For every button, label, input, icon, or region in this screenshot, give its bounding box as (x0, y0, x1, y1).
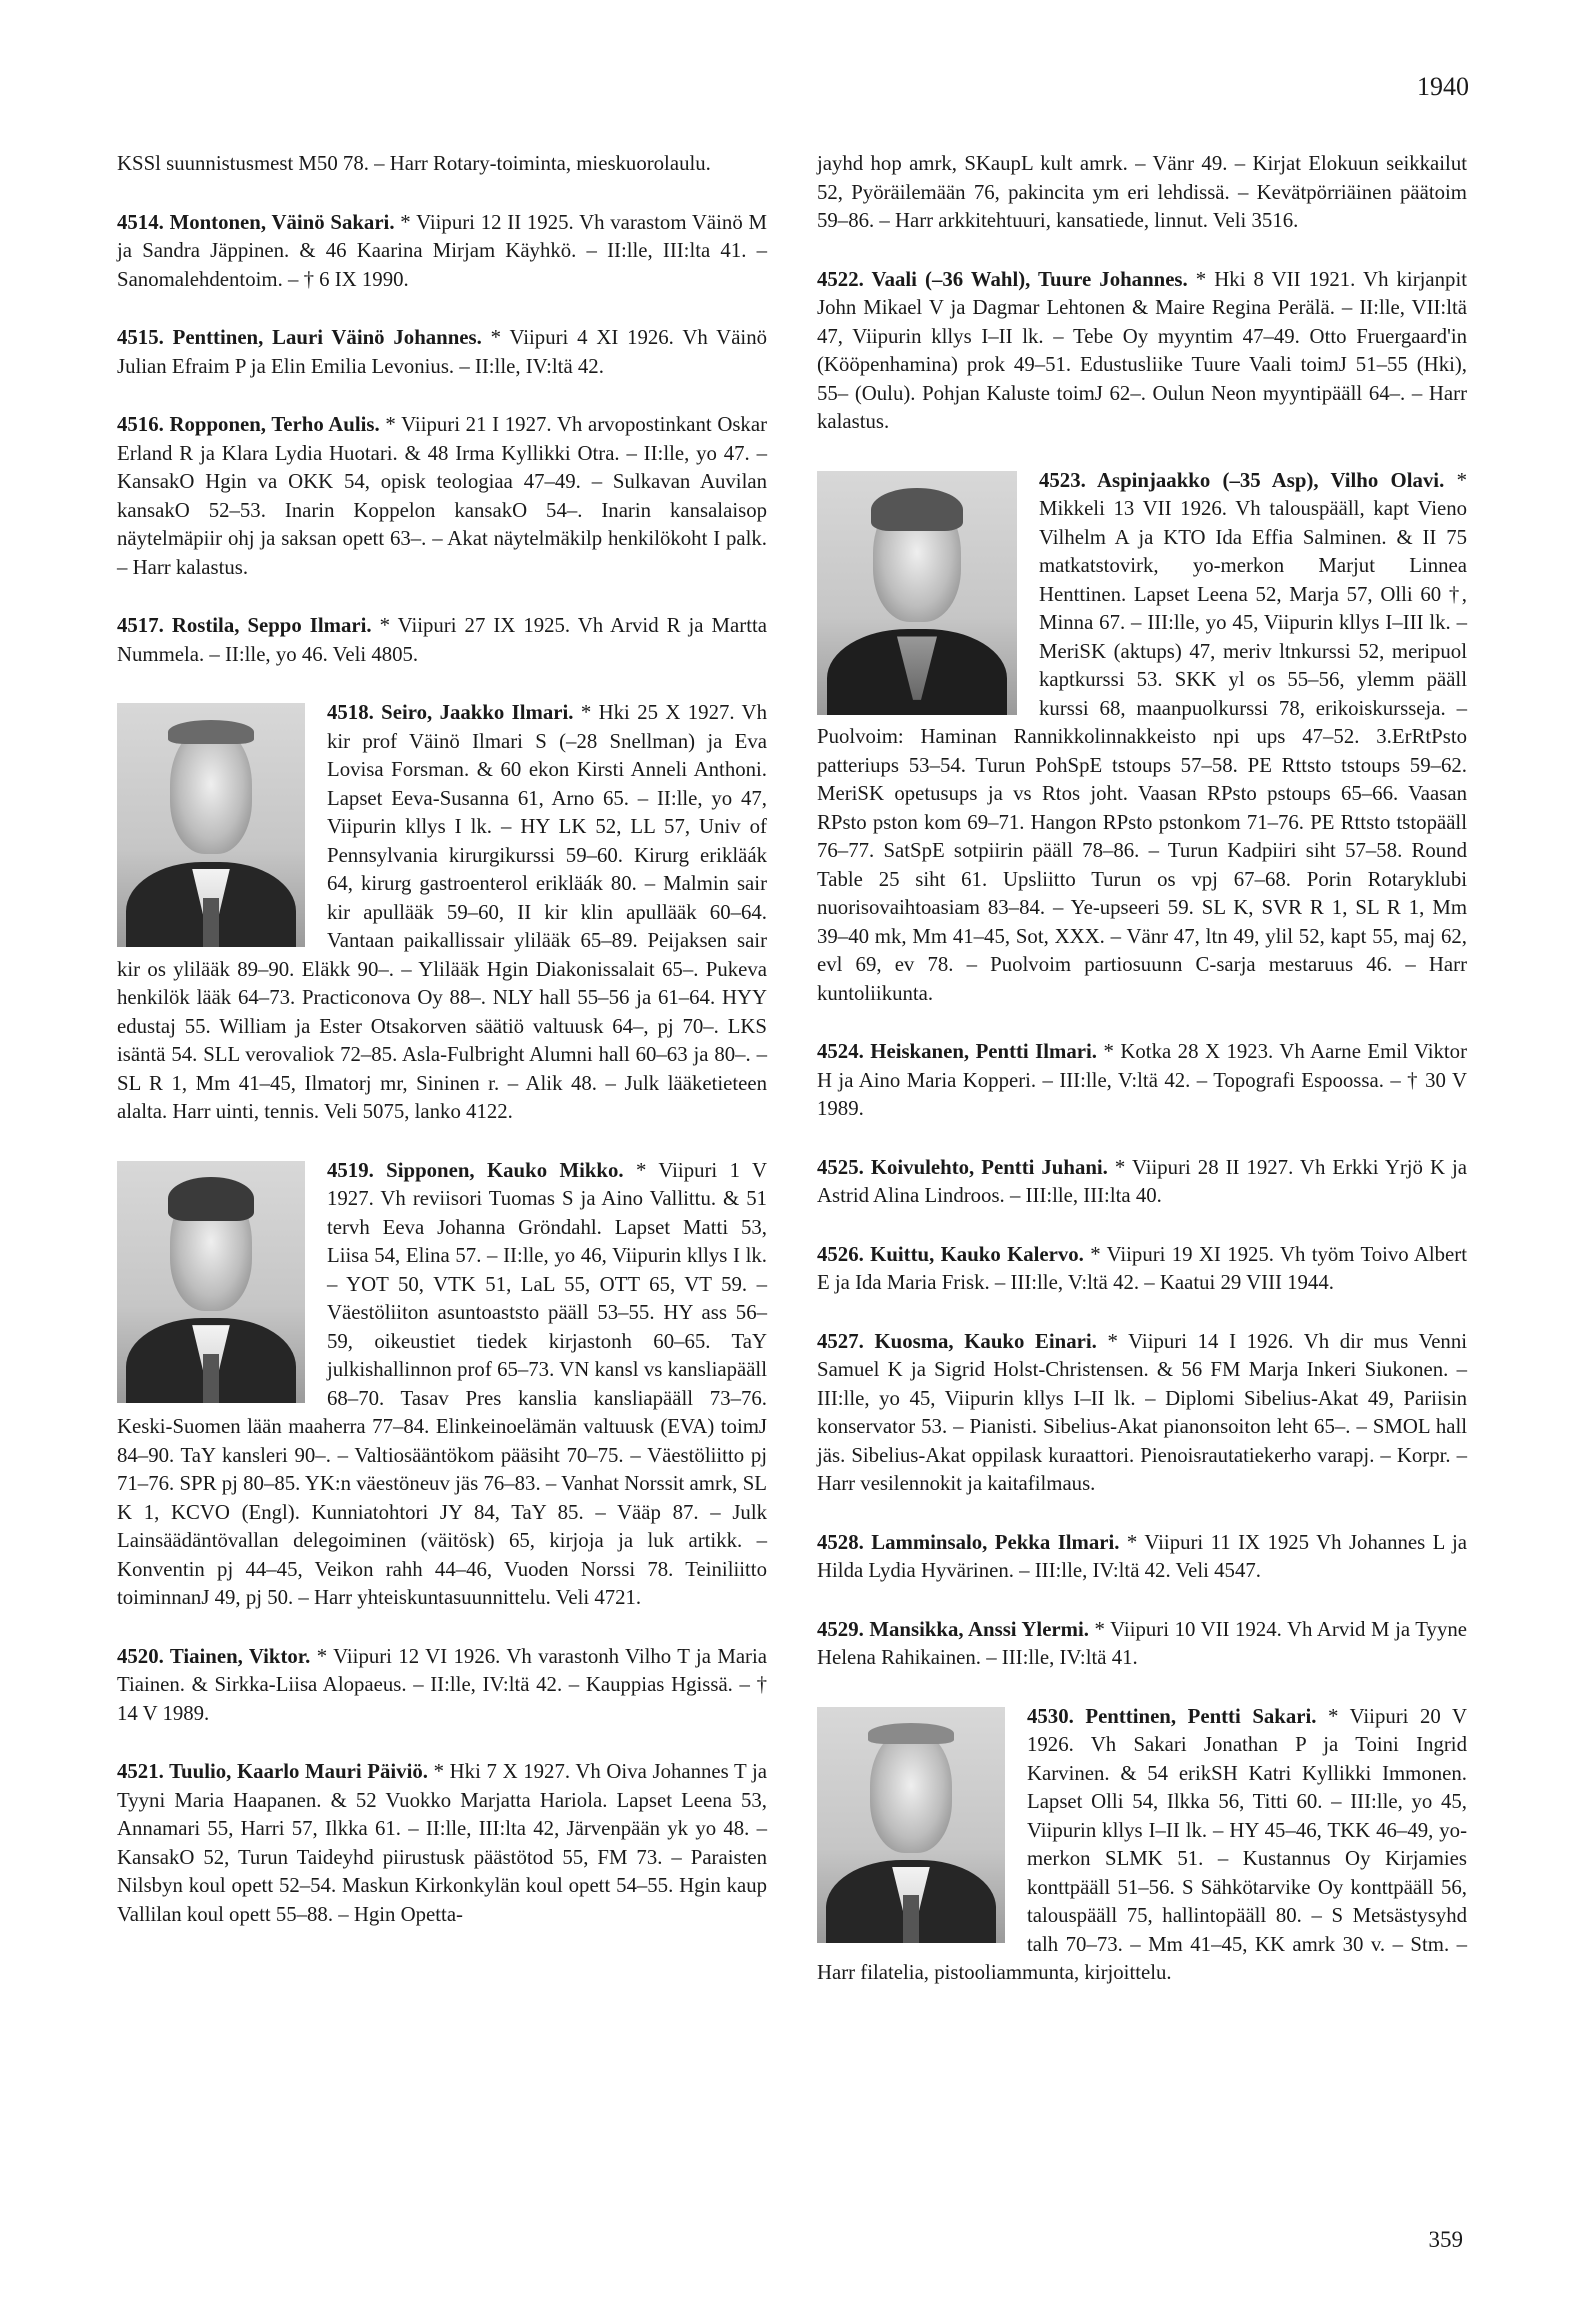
intro-text: KSSl suunnistusmest M50 78. – Harr Rotary-toiminta, mieskuorolaulu. (117, 152, 711, 175)
left-column (117, 150, 767, 1959)
entry-head: 4521. Tuulio, Kaarlo Mauri Päiviö. (117, 1760, 428, 1783)
entry-head: 4524. Heiskanen, Pentti Ilmari. (817, 1040, 1097, 1063)
entry-head: 4522. Vaali (–36 Wahl), Tuure Johannes. (817, 267, 1188, 291)
continuation-text: jayhd hop amrk, SKaupL kult amrk. – Vänr 49. – Kirjat Elokuun seikkailut 52, Pyöräilemään 76, pakincita ym eri lehdissä. – Kevätpörriäinen päätoim 59–86. – Harr arkkitehtuuri, kansatiede, linnut. Veli 3516. (817, 152, 1467, 232)
entry-text: * Viipuri 19 XI 1925. Vh työm Toivo Albert E ja Ida Maria Frisk. – III:lle, V:ltä 42. – Kaatui 29 VIII 1944. (817, 1242, 1467, 1294)
entry-4528 (817, 1529, 1467, 1586)
entry-text: * Viipuri 14 I 1926. Vh dir mus Venni Samuel K ja Sigrid Holst-Christensen. & 56 FM Marja Inkeri Siukonen. – III:lle, yo 45, Viipurin kllys I–II lk. – Diplomi Sibelius-Akat 49, Pariisin konservator 53. – Pianisti. Sibelius-Akat pianonsoiton leht 65–. – SMOL hall jäs. Sibelius-Akat oppilask kuraattori. Pienoisrautatiekerho varapj. – Korpr. – Harr vesilennokit ja kaitafilmaus. (817, 1329, 1467, 1495)
entry-text: * Viipuri 10 VII 1924. Vh Arvid M ja Tyyne Helena Rahikainen. – III:lle, IV:ltä 41. (817, 1617, 1467, 1669)
entry-text: * Hki 8 VII 1921. Vh kirjanpit John Mikael V ja Dagmar Lehtonen & Maire Regina Perälä. – II:lle, VII:ltä 47, Viipurin kllys I–II lk. – Tebe Oy myyntim 47–49. Otto Fruergaard'in (Kööpenhamina) prok 49–51. Edustusliike Tuure Vaali toimJ 51–55 (Hki), 55– (Oulu). Pohjan Kaluste toimJ 62–. Oulun Neon myyntipääll 64–. – Harr kalastus. (817, 267, 1468, 433)
right-column (817, 150, 1467, 2018)
page-number-bottom: 359 (1428, 2227, 1463, 2252)
entry-text: * Viipuri 21 I 1927. Vh arvopostinkant Oskar Erland R ja Klara Lydia Huotari. & 48 Irma Kyllikki Otra. – II:lle, yo 47. – KansakO Hgin va OKK 54, opisk teologiaa 47–49. – Sulkavan Auvilan kansakO 52–53. Inarin Koppelon kansakO 54–. Inarin kansalaisop näytelmäpiir ohj ja saksan opett 63–. – Akat näytelmäkilp henkilökoht I palk. – Harr kalastus. (117, 413, 767, 579)
portrait-photo (117, 1161, 305, 1403)
entry-4514 (117, 209, 767, 295)
entry-4515 (117, 324, 767, 381)
entry-text: * Viipuri 11 IX 1925 Vh Johannes L ja Hilda Lydia Hyvärinen. – III:lle, IV:ltä 42. Veli 4547. (817, 1530, 1468, 1582)
entry-head: 4525. Koivulehto, Pentti Juhani. (817, 1155, 1108, 1179)
entry-text: * Hki 7 X 1927. Vh Oiva Johannes T ja Tyyni Maria Haapanen. & 52 Vuokko Marjatta Hariola. Lapset Leena 53, Annamari 55, Harri 57, Ilkka 61. – II:lle, III:lta 42, Järvenpään yk yo 48. – KansakO 52, Turun Taideyhd piirustusk päästötod 55, FM 73. – Paraisten Nilsbyn koul opett 52–54. Maskun Kirkonkylän koul opett 54–55. Hgin kaup Vallilan koul opett 55–88. – Hgin Opetta- (117, 1760, 768, 1926)
entry-4527 (817, 1328, 1467, 1499)
portrait-photo (117, 703, 305, 947)
entry-text: * Mikkeli 13 VII 1926. Vh talouspääll, kapt Vieno Vilhelm A ja KTO Ida Effia Salminen. & II 75 matkatstovirk, yo-merkon Marjut Linnea Henttinen. Lapset Leena 52, Marja 57, Olli 60 †, Minna 67. – III:lle, yo 45, Viipurin kllys I–III lk. – MeriSK (aktups) 47, meriv ltnkurssi 52, meripuol kaptkurssi 53. SKK yl os 55–56, ylemm pääll kurssi 68, maanpuolkurssi 78, erikoiskursseja. – Puolvoim: Haminan Rannikkolinnakkeisto npi ups 47–52. 3.ErRtPsto patteriups 53–54. Turun PohSpE tstoups 57–58. PE Rttsto tstoups 59–62. MeriSK opetusups ja vs Rtos joht. Vaasan RPsto pstoups 65–66. Vaasan RPsto pston kom 69–71. Hangon RPsto pstonkom 71–76. PE Rttsto tstopääll 76–77. SatSpE sotpiirin pääll 78–86. – Turun Kadpiiri siht 57–58. Round Table 25 siht 61. Upsliitto Turun os vpj 67–68. Porin Rotaryklubi nuorisovaihtoasiam 83–84. – Ye-upseeri 59. SL K, SVR R 1, SL R 1, Mm 39–40 mk, Mm 41–45, Sot, XXX. – Vänr 47, ltn 49, ylil 52, kapt 55, maj 62, evl 69, ev 78. – Puolvoim partiosuunn C-sarja mestaruus 46. – Harr kuntoliikunta. (817, 468, 1467, 1005)
entry-head: 4523. Aspinjaakko (–35 Asp), Vilho Olavi. (1039, 468, 1445, 492)
entry-4521 (117, 1758, 767, 1929)
entry-4523 (817, 467, 1467, 1009)
entry-text: * Hki 25 X 1927. Vh kir prof Väinö Ilmari S (–28 Snellman) ja Eva Lovisa Forsman. & 60 ekon Kirsti Anneli Anthoni. Lapset Eeva-Susanna 61, Arno 65. – II:lle, yo 47, Viipurin kllys I lk. – HY LK 52, LL 57, Univ of Pennsylvania kirurgikurssi 59–60. Kirurg erikläák 64, kirurg gastroenterol erikläák 80. – Malmin sair kir apullääk 59–60, II kir klin apullääk 60–64. Vantaan paikallissair ylilääk 65–89. Peijaksen sair kir os ylilääk 89–90. Eläkk 90–. – Ylilääk Hgin Diakonissalait 65–. Pukeva henkilök lääk 64–73. Practiconova Oy 88–. NLY hall 55–56 ja 61–64. HYY edustaj 55. William ja Ester Otsakorven säätiö valtuusk 64–, pj 70–. LKS isäntä 54. SLL verovaliok 72–85. Asla-Fulbright Alumni hall 60–63 ja 80–. – SL R 1, Mm 41–45, Ilmatorj mr, Sininen r. – Alik 48. – Julk lääketieteen alalta. Harr uinti, tennis. Veli 5075, lanko 4122. (117, 701, 767, 1123)
entry-text: * Viipuri 28 II 1927. Vh Erkki Yrjö K ja Astrid Alina Lindroos. – III:lle, III:lta 40. (817, 1155, 1468, 1207)
entry-head: 4526. Kuittu, Kauko Kalervo. (817, 1242, 1084, 1266)
entry-4520 (117, 1643, 767, 1729)
entry-head: 4518. Seiro, Jaakko Ilmari. (327, 701, 574, 724)
entry-head: 4520. Tiainen, Viktor. (117, 1644, 311, 1668)
entry-head: 4519. Sipponen, Kauko Mikko. (327, 1158, 624, 1182)
entry-4526 (817, 1241, 1467, 1298)
entry-text: * Viipuri 20 V 1926. Vh Sakari Jonathan P ja Toini Ingrid Karvinen. & 54 erikSH Katri Kyllikki Immonen. Lapset Olli 54, Ilkka 56, Titti 60. – III:lle, yo 45, Viipurin kllys I–II lk. – HY 45–46, TKK 46–49, yo-merkon SLMK 51. – Kustannus Oy Kirjamies konttpääll 51–56. S Sähkötarvike Oy konttpääll 56, talouspääll 75, hallintopääll 80. – S Metsästysyhd talh 70–73. – Mm 41–45, KK amrk 30 v. – Stm. – Harr filatelia, pistooliammunta, kirjoittelu. (817, 1704, 1468, 1984)
entry-4522 (817, 266, 1467, 437)
entry-4525 (817, 1154, 1467, 1211)
entry-head: 4515. Penttinen, Lauri Väinö Johannes. (117, 326, 482, 349)
entry-head: 4529. Mansikka, Anssi Ylermi. (817, 1617, 1089, 1641)
entry-head: 4530. Penttinen, Pentti Sakari. (1027, 1704, 1317, 1728)
portrait-photo (817, 471, 1017, 715)
entry-text: * Viipuri 1 V 1927. Vh reviisori Tuomas S ja Aino Vallittu. & 51 tervh Eeva Johanna Gröndahl. Lapset Matti 53, Liisa 54, Elina 57. – II:lle, yo 46, Viipurin kllys I lk. – YOT 50, VTK 51, LaL 55, OTT 65, VT 59. – Väestöliiton asuntoaststo pääll 53–55. HY ass 56–59, oikeustiet tiedek kirjastonh 60–65. TaY julkishallinnon prof 65–73. VN kansl vs kansliapääll 68–70. Tasav Pres kanslia kansliapääll 73–76. Keski-Suomen lään maaherra 77–84. Elinkeinoelämän valtuusk (EVA) toimJ 84–90. TaY kansleri 90–. – Valtiosääntökom pääsiht 70–75. – Väestöliitto pj 71–76. SPR pj 80–85. YK:n väestöneuv jäs 76–83. – Vanhat Norssit amrk, SL K 1, KCVO (Engl). Kunniatohtori JY 84, TaY 85. – Vääp 87. – Julk Lainsäädäntövallan delegoiminen (väitösk) 65, kirjoja ja luk artikk. – Konventin pj 44–45, Veikon rahh 44–46, Vuoden Norssi 78. Teiniliitto toiminnanJ 49, pj 50. – Harr yhteiskuntasuunnittelu. Veli 4721. (117, 1158, 767, 1609)
entry-4524 (817, 1038, 1467, 1124)
entry-text: * Viipuri 12 II 1925. Vh varastom Väinö M ja Sandra Jäppinen. & 46 Kaarina Mirjam Käyhkö. – II:lle, III:lta 41. – Sanomalehdentoim. – † 6 IX 1990. (117, 210, 767, 291)
page-number-top: 1940 (1417, 72, 1469, 101)
entry-text: * Viipuri 27 IX 1925. Vh Arvid R ja Martta Nummela. – II:lle, yo 46. Veli 4805. (117, 614, 767, 666)
entry-head: 4516. Ropponen, Terho Aulis. (117, 413, 380, 436)
entry-text: * Viipuri 12 VI 1926. Vh varastonh Vilho T ja Maria Tiainen. & Sirkka-Liisa Alopaeus. – II:lle, IV:ltä 42. – Kauppias Hgissä. – † 14 V 1989. (117, 1644, 767, 1725)
entry-head: 4527. Kuosma, Kauko Einari. (817, 1329, 1097, 1353)
portrait-photo (817, 1707, 1005, 1943)
entry-head: 4517. Rostila, Seppo Ilmari. (117, 614, 372, 637)
entry-text: * Kotka 28 X 1923. Vh Aarne Emil Viktor H ja Aino Maria Kopperi. – III:lle, V:ltä 42. – Topografi Espoossa. – † 30 V 1989. (817, 1040, 1467, 1120)
entry-head: 4514. Montonen, Väinö Sakari. (117, 210, 395, 234)
entry-head: 4528. Lamminsalo, Pekka Ilmari. (817, 1530, 1120, 1554)
entry-4516 (117, 411, 767, 582)
entry-4530 (817, 1703, 1467, 1988)
entry-4518 (117, 699, 767, 1127)
entry-4517 (117, 612, 767, 669)
entry-4529 (817, 1616, 1467, 1673)
entry-text: * Viipuri 4 XI 1926. Vh Väinö Julian Efraim P ja Elin Emilia Levonius. – II:lle, IV:ltä 42. (117, 326, 767, 378)
entry-4519 (117, 1157, 767, 1613)
